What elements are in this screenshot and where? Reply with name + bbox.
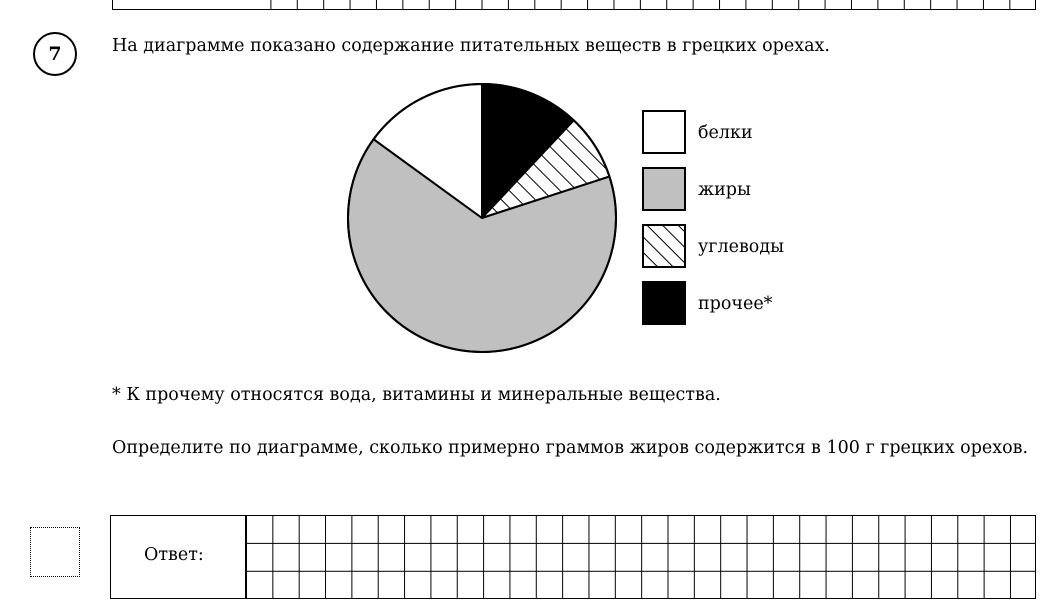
answer-input-grid[interactable] [245,515,1036,599]
legend-swatch-1 [643,111,685,153]
footnote: * К прочему относятся вода, витамины и минеральные вещества. [112,385,721,405]
legend-label-2: жиры [698,180,751,200]
legend-label-1: белки [698,123,753,143]
chart-legend [643,111,784,324]
answer-label: Ответ: [144,545,204,565]
legend-swatch-2 [643,168,685,210]
score-box [30,527,80,577]
pie-slices [348,84,616,352]
legend-label-3: углеводы [698,237,785,257]
nutrients-pie-chart [330,80,810,370]
task-intro-text: На диаграмме показано содержание питательных веществ в грецких орехах. [112,36,830,56]
question-text: Определите по диаграмме, сколько примерно граммов жиров содержится в 100 г грецких орехов. [112,438,1029,458]
task-number-badge: 7 [33,32,77,76]
legend-label-4: прочее* [698,294,773,314]
legend-swatch-4 [643,282,685,324]
previous-answer-grid [112,0,1036,10]
legend-swatch-3 [643,225,685,267]
